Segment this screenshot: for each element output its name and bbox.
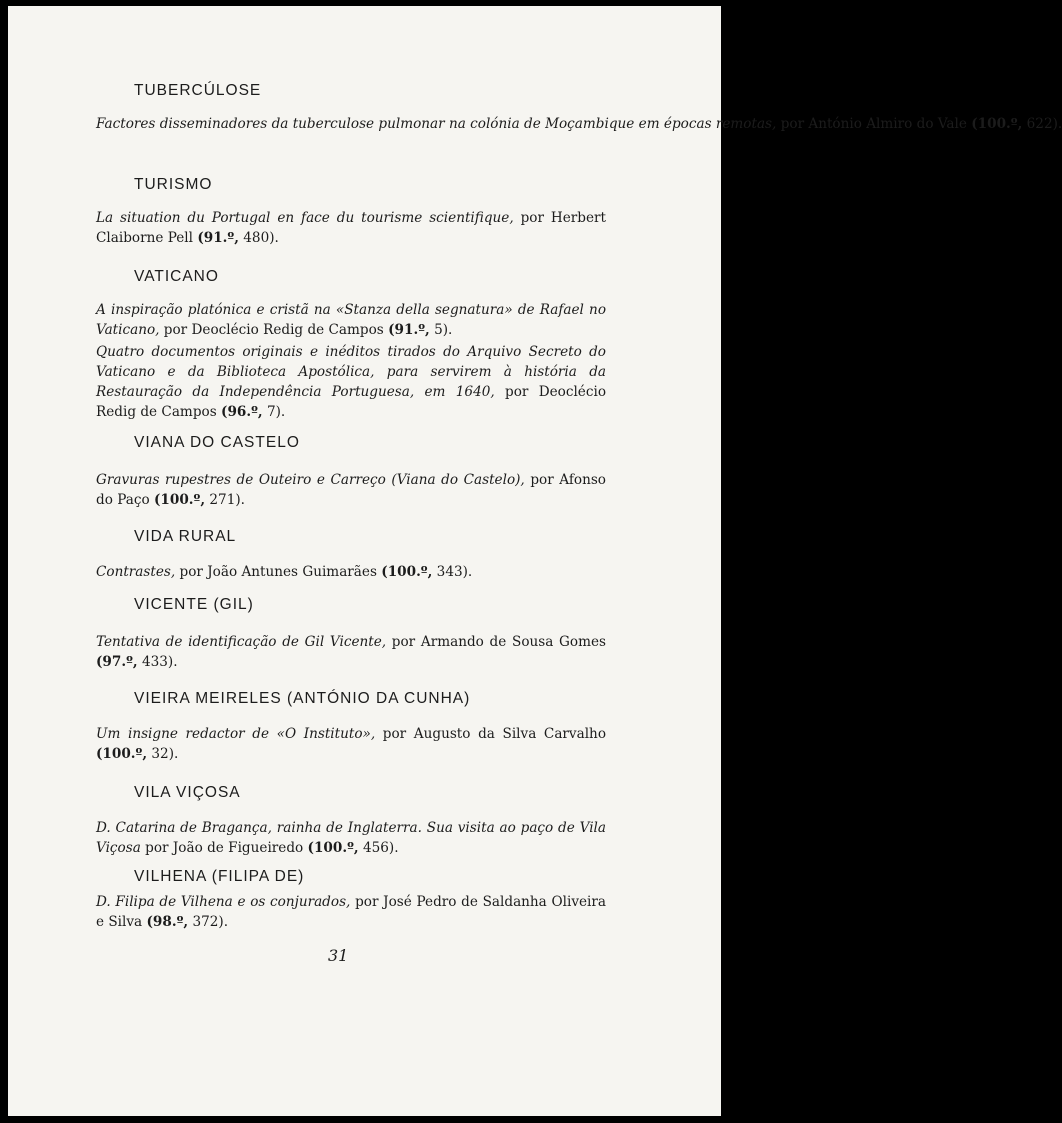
bibliography-entry xyxy=(96,342,606,422)
entry-title: Gravuras rupestres de Outeiro e Carreço (Viana do Castelo), xyxy=(96,472,525,488)
section-heading-vaticano: VATICANO xyxy=(134,268,219,285)
entry-title: A inspiração platónica e cristã na «Stanza della segnatura» de Rafael no Vaticano, xyxy=(96,302,606,338)
entry-title: Contrastes, xyxy=(96,564,176,580)
entry-title: D. Filipa de Vilhena e os conjurados, xyxy=(96,894,351,910)
entry-page: 456). xyxy=(362,840,399,856)
entry-volume: (91.º, xyxy=(197,230,239,246)
entry-volume: (91.º, xyxy=(388,322,430,338)
entry-author: por Herbert Claiborne Pell xyxy=(96,210,606,246)
section-heading-vilhena-filipa: VILHENA (FILIPA DE) xyxy=(134,868,305,885)
section-heading-viana-do-castelo: VIANA DO CASTELO xyxy=(134,434,300,451)
entry-author: por António Almiro do Vale xyxy=(780,116,967,132)
entry-page: 271). xyxy=(209,492,245,508)
entry-volume: (100.º, xyxy=(971,116,1023,132)
entry-title: D. Catarina de Bragança, rainha de Inglaterra. Sua visita ao paço de Vila Viçosa xyxy=(96,820,606,856)
section-heading-vila-vicosa: VILA VIÇOSA xyxy=(134,784,241,801)
entry-title: Tentativa de identificação de Gil Vicente, xyxy=(96,634,387,650)
section-heading-vieira-meireles: VIEIRA MEIRELES (ANTÓNIO DA CUNHA) xyxy=(134,690,471,707)
entry-page: 480). xyxy=(243,230,279,246)
entry-volume: (97.º, xyxy=(96,654,138,670)
entry-author: por Deoclécio Redig de Campos xyxy=(163,322,384,338)
entry-author: por Deoclécio Redig de Campos xyxy=(96,384,606,420)
entry-page: 5). xyxy=(434,322,453,338)
entry-volume: (98.º, xyxy=(146,914,189,930)
entry-page: 7). xyxy=(266,404,286,420)
entry-volume: (100.º, xyxy=(381,564,433,580)
bibliography-entry xyxy=(96,818,606,858)
entry-volume: (100.º, xyxy=(153,492,206,508)
entry-author: por João de Figueiredo xyxy=(145,840,304,856)
entry-page: 622). xyxy=(1026,116,1062,132)
entry-title: Factores disseminadores da tuberculose pulmonar na colónia de Moçambique em épocas remotas, xyxy=(96,116,777,132)
entry-author: por José Pedro de Saldanha Oliveira e Silva xyxy=(96,894,606,930)
entry-title: Quatro documentos originais e inéditos tirados do Arquivo Secreto do Vaticano e da Biblioteca Apostólica, para servirem à história da Restauração da Independência Portuguesa, em 1640, xyxy=(96,344,606,400)
entry-page: 372). xyxy=(192,914,229,930)
bibliography-entry xyxy=(96,632,606,672)
bibliography-entry xyxy=(96,892,606,932)
section-heading-vicente-gil: VICENTE (GIL) xyxy=(134,596,254,613)
entry-title: Um insigne redactor de «O Instituto», xyxy=(96,726,376,742)
entry-volume: (100.º, xyxy=(307,840,359,856)
entry-page: 32). xyxy=(151,746,179,762)
bibliography-entry xyxy=(96,114,1062,134)
document-page xyxy=(8,6,1062,1116)
page-number: 31 xyxy=(328,946,349,965)
entry-page: 433). xyxy=(141,654,178,670)
section-heading-turismo: TURISMO xyxy=(134,176,213,193)
bibliography-entry xyxy=(96,470,606,510)
entry-author: por Augusto da Silva Carvalho xyxy=(382,726,606,742)
bibliography-entry xyxy=(96,300,606,340)
entry-volume: (100.º, xyxy=(96,746,148,762)
bibliography-entry xyxy=(96,724,606,764)
entry-author: por Armando de Sousa Gomes xyxy=(391,634,606,650)
entry-author: por João Antunes Guimarães xyxy=(179,564,377,580)
entry-volume: (96.º, xyxy=(221,404,263,420)
bibliography-entry xyxy=(96,208,606,248)
section-heading-vida-rural: VIDA RURAL xyxy=(134,528,237,545)
section-heading-tuberculose: TUBERCÚLOSE xyxy=(134,82,262,99)
bibliography-entry xyxy=(96,562,656,582)
entry-title: La situation du Portugal en face du tourisme scientifique, xyxy=(96,210,514,226)
entry-author: por Afonso do Paço xyxy=(96,472,606,508)
entry-page: 343). xyxy=(436,564,473,580)
